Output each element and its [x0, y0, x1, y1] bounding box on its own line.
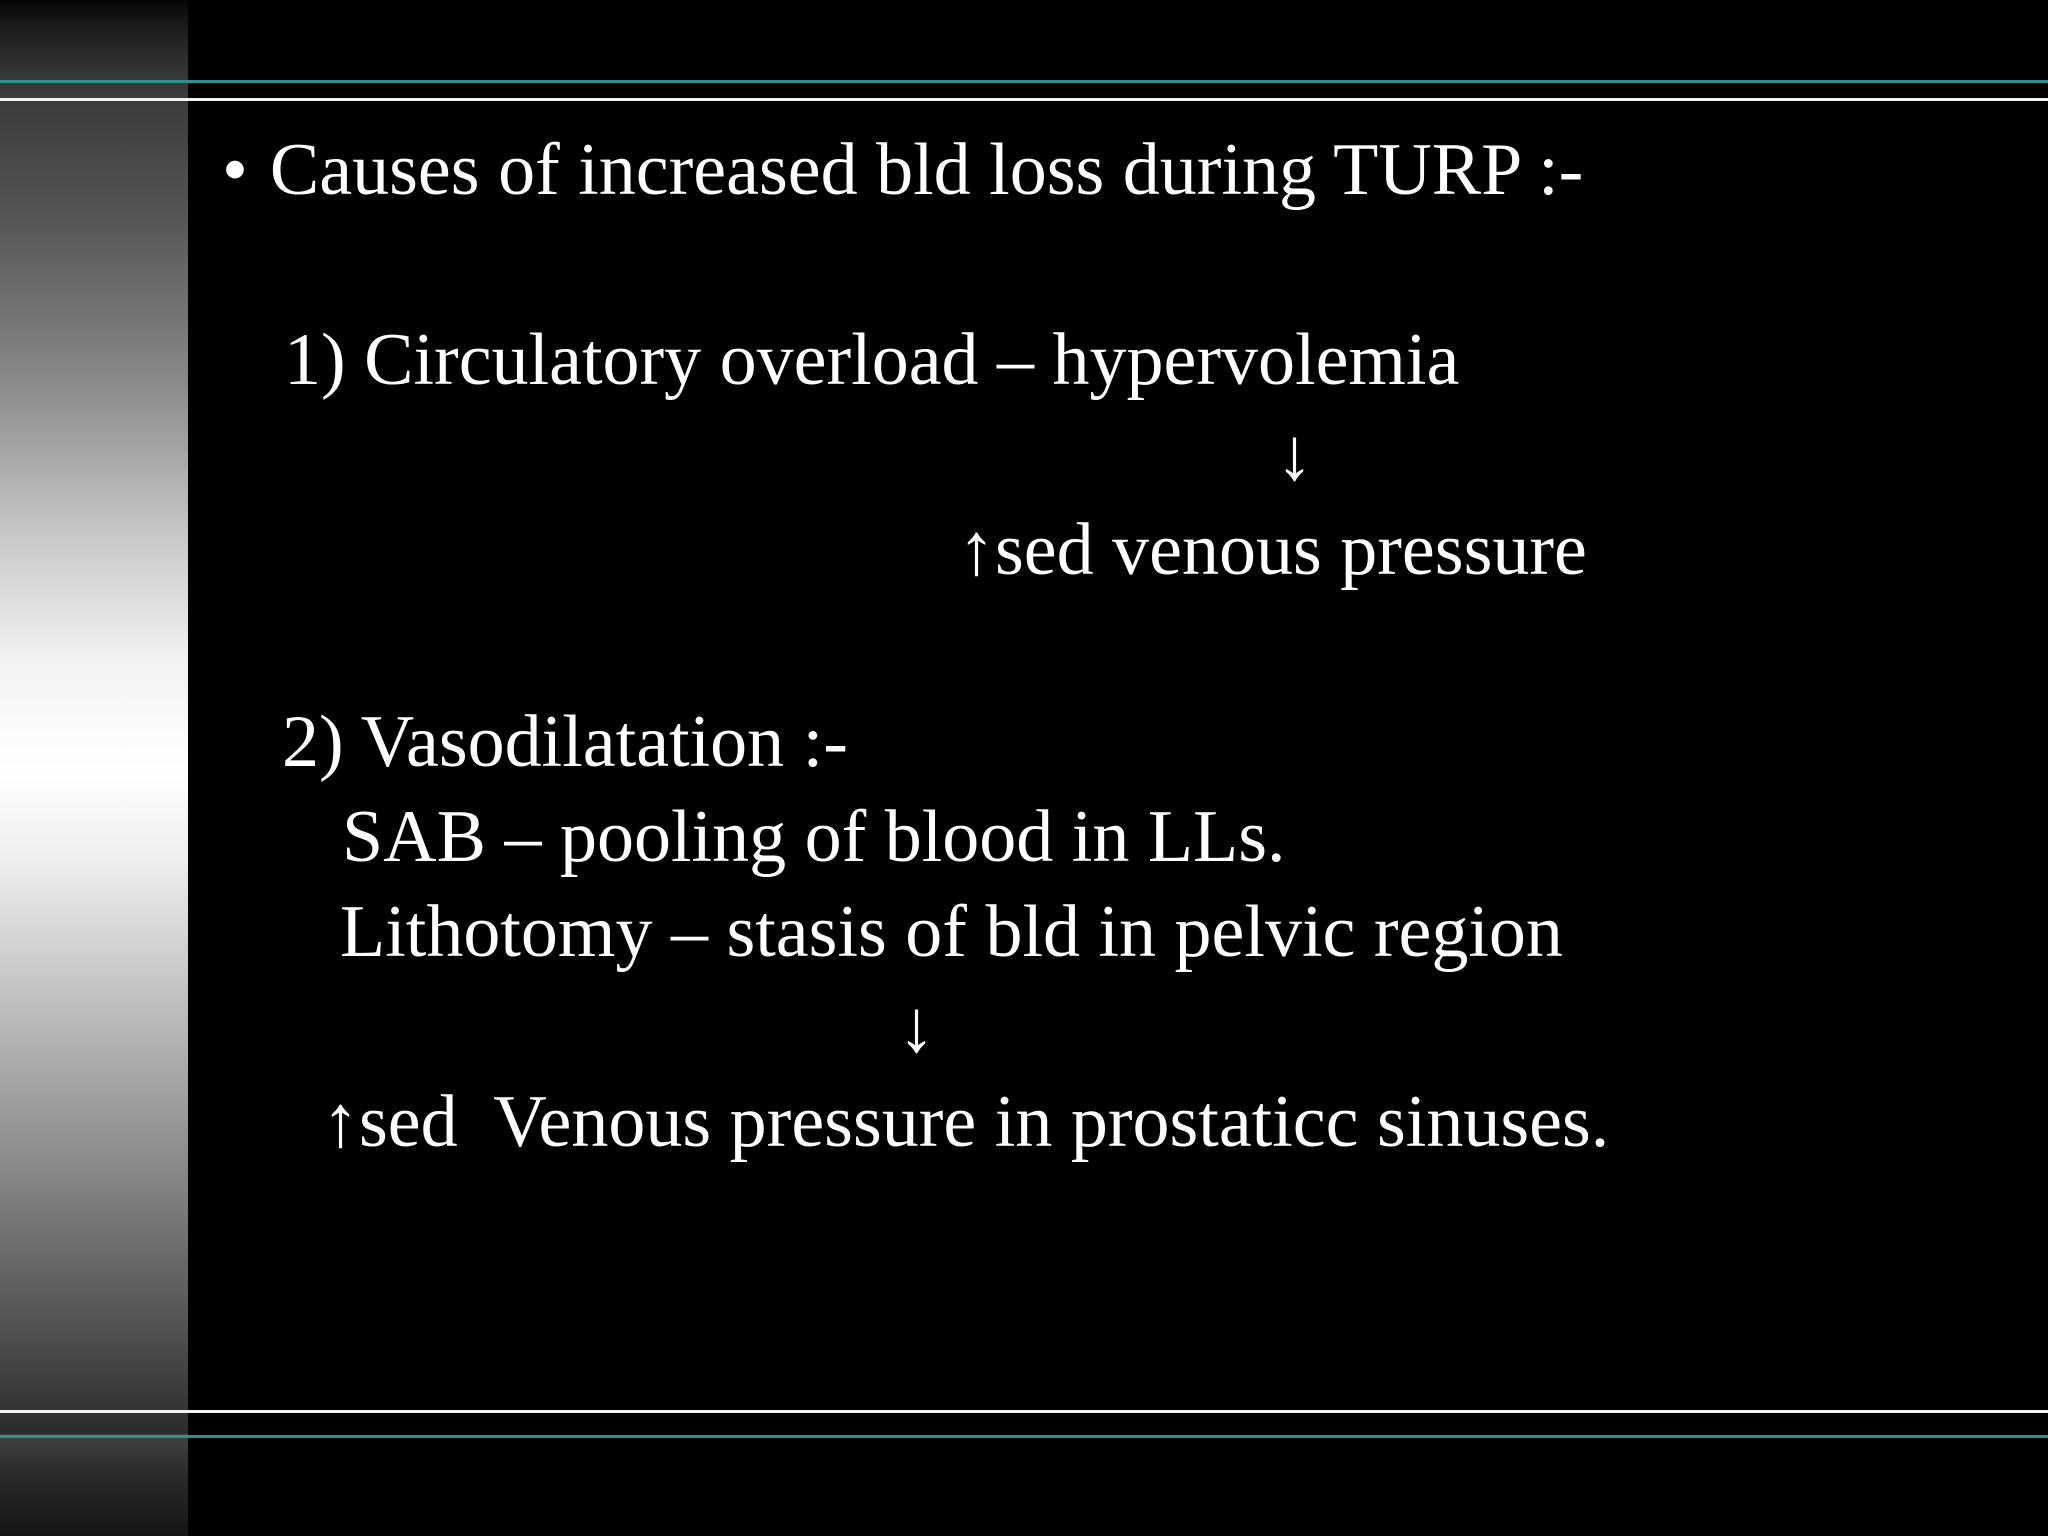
- top-white-rule: [0, 98, 2048, 101]
- item1-down-arrow-icon: ↓: [1276, 414, 1313, 496]
- side-band-bottom-cap: [0, 1434, 188, 1536]
- item1-line: 1) Circulatory overload – hypervolemia: [284, 319, 1460, 401]
- bullet-icon: •: [222, 129, 248, 211]
- item2-result: ↑sed Venous pressure in prostaticc sinuses.: [322, 1081, 1610, 1163]
- item2-sub2: Lithotomy – stasis of bld in pelvic region: [340, 891, 1563, 973]
- bottom-white-rule: [0, 1410, 2048, 1413]
- item2-line: 2) Vasodilatation :-: [282, 701, 848, 783]
- top-accent-rule: [0, 80, 2048, 83]
- item2-down-arrow-icon: ↓: [898, 986, 935, 1068]
- side-gradient-band: [0, 0, 188, 1536]
- slide-heading-text: Causes of increased bld loss during TURP :-: [269, 129, 1584, 211]
- slide-heading: [222, 129, 1584, 211]
- bottom-accent-rule: [0, 1435, 2048, 1438]
- side-band-top-cap: [0, 0, 188, 84]
- item2-sub1: SAB – pooling of blood in LLs.: [342, 796, 1286, 878]
- item1-result: ↑sed venous pressure: [958, 509, 1587, 591]
